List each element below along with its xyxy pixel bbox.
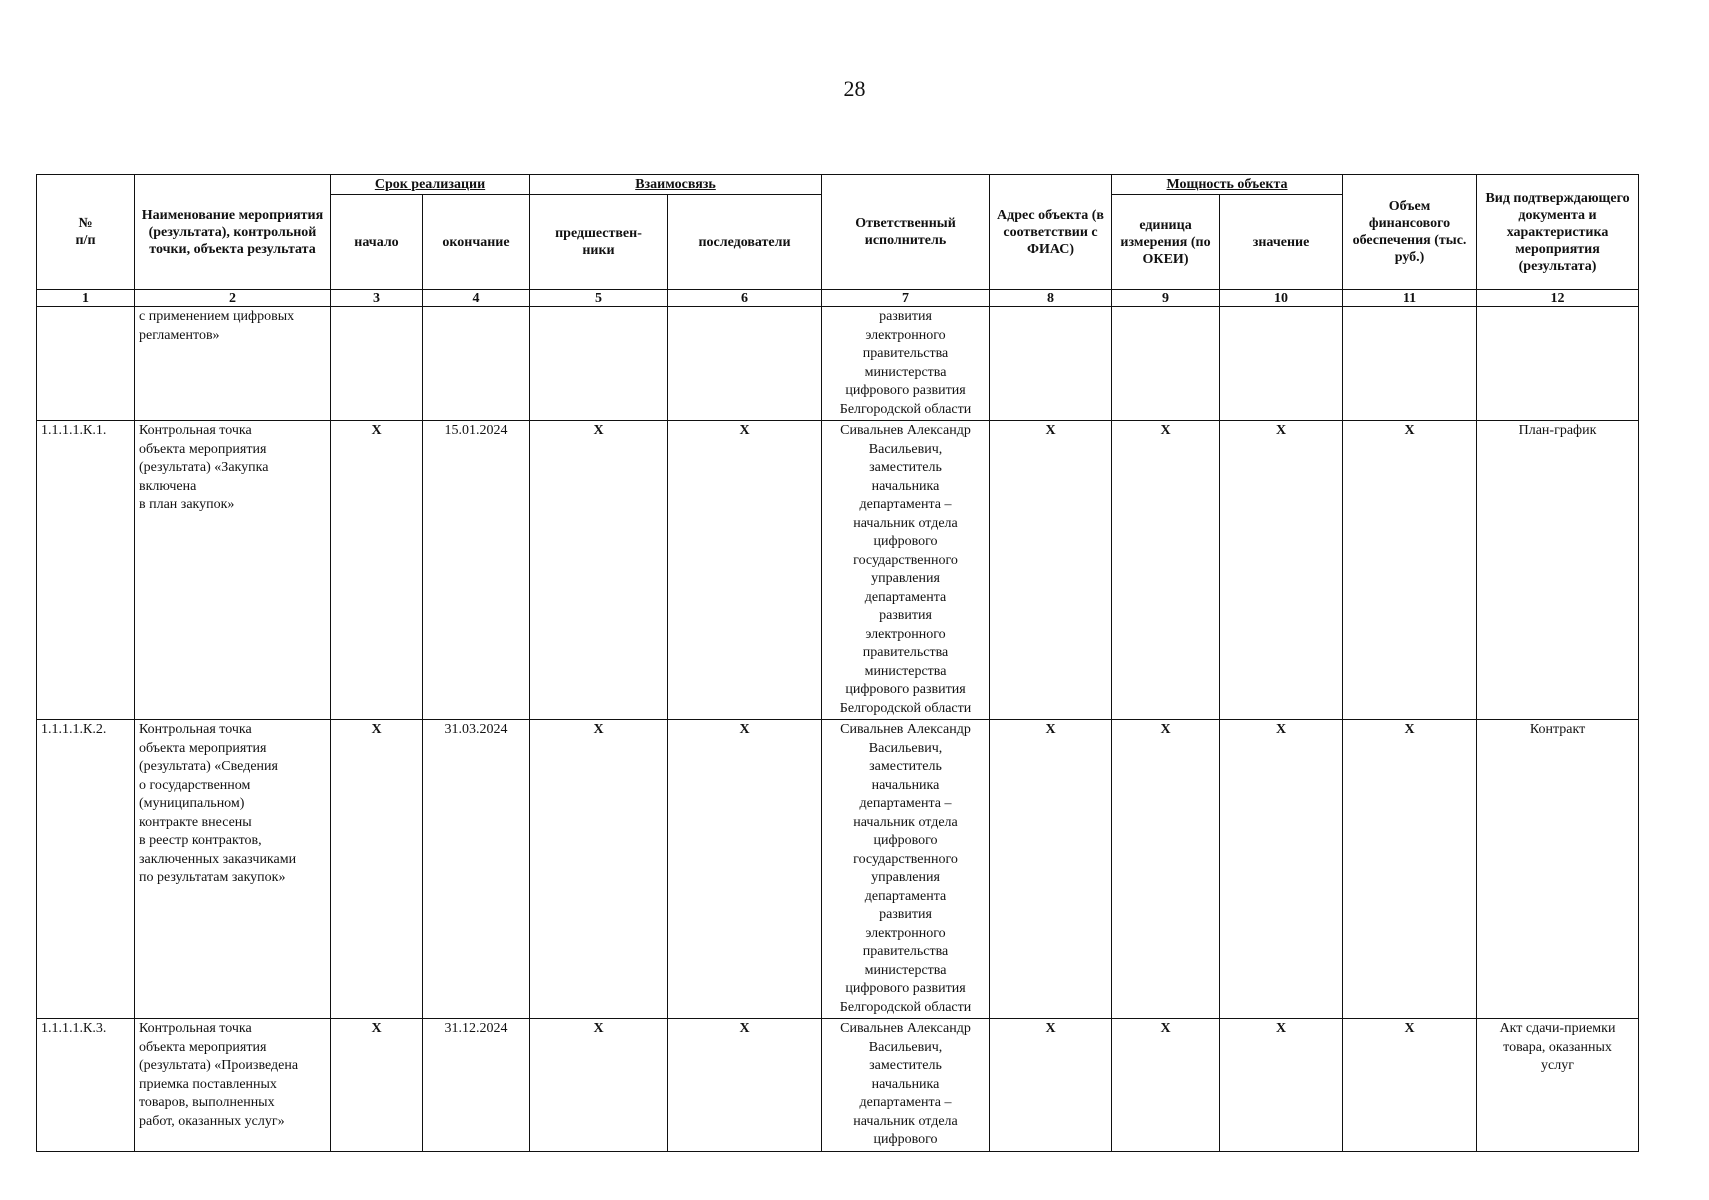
header-unit: единица измерения (по ОКЕИ) bbox=[1112, 195, 1220, 290]
header-capacity-group: Мощность объекта bbox=[1112, 175, 1343, 195]
cell-next: X bbox=[668, 720, 822, 1019]
column-number: 7 bbox=[822, 290, 990, 307]
cell-end: 31.03.2024 bbox=[423, 720, 530, 1019]
cell-name: Контрольная точка объекта мероприятия (результата) «Произведена приемка поставленных товаров, выполненных работ, оказанных услуг» bbox=[135, 1019, 331, 1152]
cell-next: X bbox=[668, 1019, 822, 1152]
cell-unit: X bbox=[1112, 720, 1220, 1019]
header-name: Наименование мероприятия (результата), контрольной точки, объекта результата bbox=[135, 175, 331, 290]
cell-unit: X bbox=[1112, 421, 1220, 720]
cell-prev: X bbox=[530, 421, 668, 720]
header-finance: Объем финансового обеспечения (тыс. руб.) bbox=[1343, 175, 1477, 290]
cell-name: Контрольная точка объекта мероприятия (результата) «Закупка включена в план закупок» bbox=[135, 421, 331, 720]
cell-executor: Сивальнев Александр Васильевич, заместитель начальника департамента – начальник отдела цифрового bbox=[822, 1019, 990, 1152]
header-address: Адрес объекта (в соответствии с ФИАС) bbox=[990, 175, 1112, 290]
cell-doc: Контракт bbox=[1477, 720, 1639, 1019]
column-number: 10 bbox=[1220, 290, 1343, 307]
cell-address: X bbox=[990, 421, 1112, 720]
cell-finance: X bbox=[1343, 421, 1477, 720]
header-link-next: последователи bbox=[668, 195, 822, 290]
cell-value: X bbox=[1220, 1019, 1343, 1152]
table-row bbox=[37, 1019, 1639, 1152]
cell-num: 1.1.1.1.К.3. bbox=[37, 1019, 135, 1152]
header-executor: Ответственный исполнитель bbox=[822, 175, 990, 290]
cell-finance: X bbox=[1343, 720, 1477, 1019]
cell-prev: X bbox=[530, 1019, 668, 1152]
cell-start: X bbox=[331, 421, 423, 720]
column-number: 4 bbox=[423, 290, 530, 307]
column-number: 8 bbox=[990, 290, 1112, 307]
cell-next bbox=[668, 307, 822, 421]
cell-doc: План-график bbox=[1477, 421, 1639, 720]
cell-executor: Сивальнев Александр Васильевич, заместитель начальника департамента – начальник отдела цифрового государственного управления департамента развития электронного правительства министерства цифрового развития Белгородской области bbox=[822, 421, 990, 720]
cell-unit: X bbox=[1112, 1019, 1220, 1152]
header-value: значение bbox=[1220, 195, 1343, 290]
cell-executor: развития электронного правительства министерства цифрового развития Белгородской области bbox=[822, 307, 990, 421]
cell-unit bbox=[1112, 307, 1220, 421]
cell-name: Контрольная точка объекта мероприятия (результата) «Сведения о государственном (муниципальном) контракте внесены в реестр контрактов, заключенных заказчиками по результатам закупок» bbox=[135, 720, 331, 1019]
header-term-start: начало bbox=[331, 195, 423, 290]
header-row-1 bbox=[37, 175, 1639, 195]
cell-end: 15.01.2024 bbox=[423, 421, 530, 720]
header-term-group: Срок реализации bbox=[331, 175, 530, 195]
column-number: 5 bbox=[530, 290, 668, 307]
plan-table bbox=[36, 174, 1639, 1152]
header-link-prev: предшествен- ники bbox=[530, 195, 668, 290]
cell-num: 1.1.1.1.К.2. bbox=[37, 720, 135, 1019]
header-doc: Вид подтверждающего документа и характеристика мероприятия (результата) bbox=[1477, 175, 1639, 290]
cell-prev bbox=[530, 307, 668, 421]
cell-address bbox=[990, 307, 1112, 421]
column-number: 2 bbox=[135, 290, 331, 307]
cell-prev: X bbox=[530, 720, 668, 1019]
cell-finance bbox=[1343, 307, 1477, 421]
column-number: 1 bbox=[37, 290, 135, 307]
header-term-end: окончание bbox=[423, 195, 530, 290]
cell-end: 31.12.2024 bbox=[423, 1019, 530, 1152]
cell-start: X bbox=[331, 720, 423, 1019]
cell-value: X bbox=[1220, 421, 1343, 720]
cell-address: X bbox=[990, 720, 1112, 1019]
column-number: 11 bbox=[1343, 290, 1477, 307]
cell-next: X bbox=[668, 421, 822, 720]
page-number: 28 bbox=[843, 76, 866, 101]
column-number: 6 bbox=[668, 290, 822, 307]
header-num: № п/п bbox=[37, 175, 135, 290]
cell-start bbox=[331, 307, 423, 421]
column-numbers-row bbox=[37, 290, 1639, 307]
header-link-group: Взаимосвязь bbox=[530, 175, 822, 195]
cell-num bbox=[37, 307, 135, 421]
table-row bbox=[37, 720, 1639, 1019]
cell-end bbox=[423, 307, 530, 421]
cell-doc bbox=[1477, 307, 1639, 421]
cell-start: X bbox=[331, 1019, 423, 1152]
column-number: 9 bbox=[1112, 290, 1220, 307]
column-number: 3 bbox=[331, 290, 423, 307]
cell-value: X bbox=[1220, 720, 1343, 1019]
cell-executor: Сивальнев Александр Васильевич, заместитель начальника департамента – начальник отдела цифрового государственного управления департамента развития электронного правительства министерства цифрового развития Белгородской области bbox=[822, 720, 990, 1019]
cell-doc: Акт сдачи-приемки товара, оказанных услуг bbox=[1477, 1019, 1639, 1152]
cell-value bbox=[1220, 307, 1343, 421]
table-row bbox=[37, 421, 1639, 720]
cell-num: 1.1.1.1.К.1. bbox=[37, 421, 135, 720]
cell-address: X bbox=[990, 1019, 1112, 1152]
table-row bbox=[37, 307, 1639, 421]
column-number: 12 bbox=[1477, 290, 1639, 307]
cell-name: с применением цифровых регламентов» bbox=[135, 307, 331, 421]
cell-finance: X bbox=[1343, 1019, 1477, 1152]
